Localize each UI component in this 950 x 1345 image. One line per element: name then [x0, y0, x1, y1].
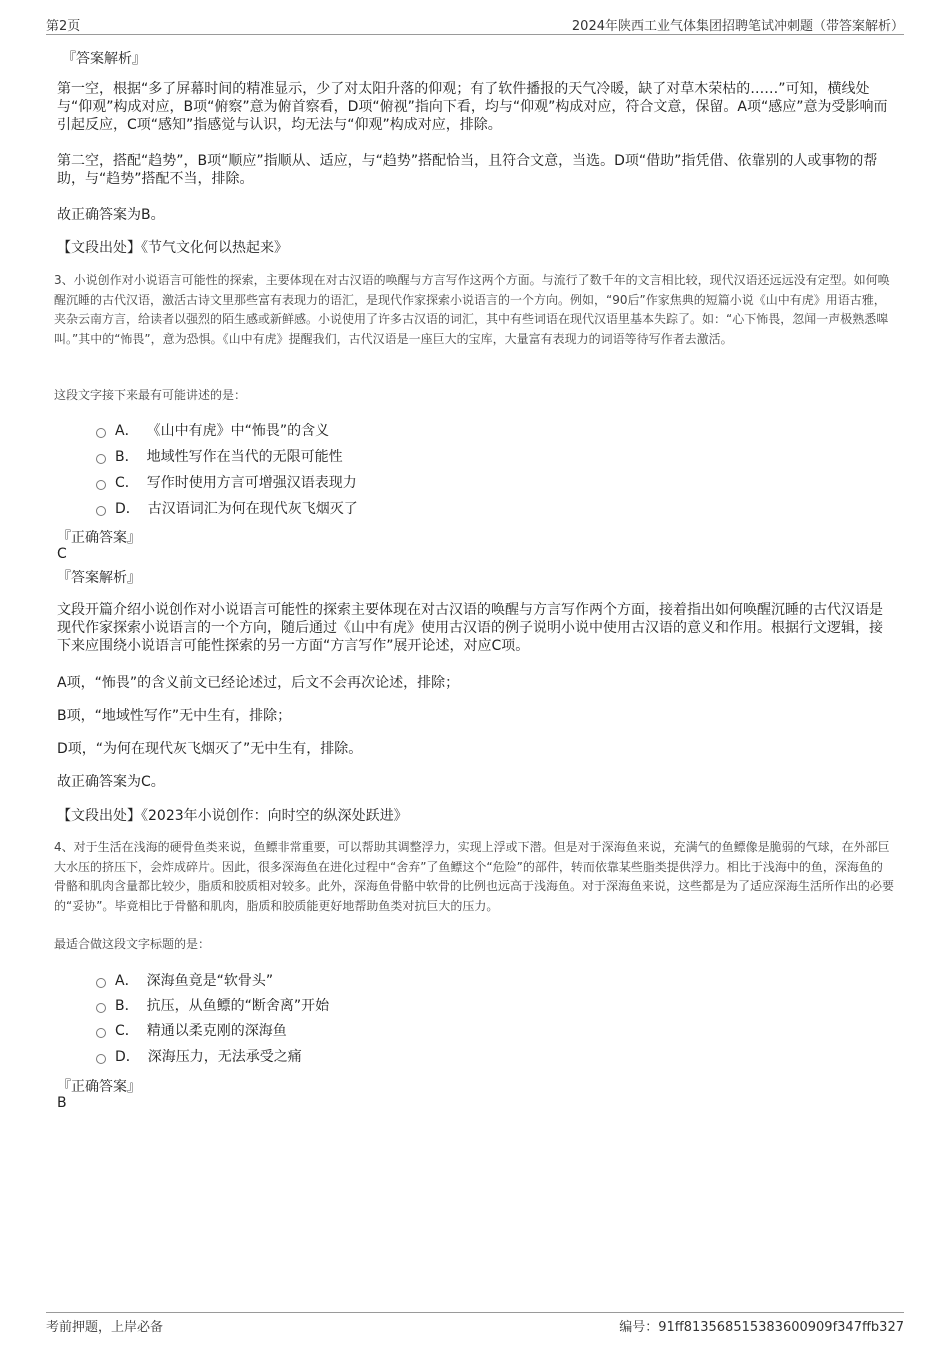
option-letter: C． [115, 475, 139, 491]
conclusion-text: 故正确答案为B。 [57, 207, 165, 223]
analysis-paragraph: 第一空，根据“多了屏幕时间的精准显示，少了对太阳升落的仰观；有了软件播报的天气冷暖，缺了对草木荣枯的……”可知，横线处与“仰观”构成对应，B项“俯察”意为俯首察看，D项“俯视”指向下看，均与“仰观”构成对应，符合文意，保留。A项“感应”意为受影响而引起反应，C项“感知”指感觉与认识，均无法与“仰观”构成对应，排除。 [57, 81, 888, 133]
option-letter: B． [115, 449, 139, 465]
option-text: 地域性写作在当代的无限可能性 [146, 449, 343, 465]
option-b-note: B项，“地域性写作”无中生有，排除； [57, 708, 292, 724]
analysis-paragraph: 第二空，搭配“趋势”，B项“顺应”指顺从、适应，与“趋势”搭配恰当，且符合文意，当选。D项“借助”指凭借、依靠别的人或事物的帮助，与“趋势”搭配不当，排除。 [57, 153, 878, 187]
option-a-note: A项，“怖畏”的含义前文已经论述过，后文不会再次论述，排除； [57, 675, 460, 691]
option-text: 写作时使用方言可增强汉语表现力 [146, 475, 357, 491]
question-stem: 4、对于生活在浅海的硬骨鱼类来说，鱼鳔非常重要，可以帮助其调整浮力，实现上浮或下潜。但是对于深海鱼来说，充满气的鱼鳔像是脆弱的气球，在外部巨大水压的挤压下，会炸成碎片。因此，很多深海鱼在进化过程中“舍弃”了鱼鳔这个“危险”的部件，转而依靠某些脂类提供浮力。相比于浅海中的鱼，深海鱼的骨骼和肌肉含量都比较少，脂质和胶质相对较多。此外，深海鱼骨骼中软骨的比例也远高于浅海鱼。对于深海鱼来说，这些都是为了适应深海生活所作出的必要的“妥协”。毕竟相比于骨骼和肌肉，脂质和胶质能更好地帮助鱼类对抗巨大的压力。 [54, 840, 895, 913]
option-d[interactable] [96, 1046, 302, 1066]
option-text: 抗压，从鱼鳔的“断舍离”开始 [146, 998, 330, 1014]
option-b[interactable] [96, 446, 343, 466]
radio-icon[interactable] [96, 978, 106, 988]
correct-answer: C [57, 546, 67, 562]
option-text: 古汉语词汇为何在现代灰飞烟灭了 [147, 501, 358, 517]
question-prompt: 最适合做这段文字标题的是： [54, 937, 211, 951]
question-stem: 3、小说创作对小说语言可能性的探索，主要体现在对古汉语的唤醒与方言写作这两个方面。与流行了数千年的文言相比较，现代汉语还远远没有定型。如何唤醒沉睡的古代汉语，激活古诗文里那些富有表现力的语汇，是现代作家探索小说语言的一个方向。例如，“90后”作家焦典的短篇小说《山中有虎》用语古雅，夹杂云南方言，给读者以强烈的陌生感或新鲜感。小说使用了许多古汉语的词汇，其中有些词语在现代汉语里基本失踪了。如：“心下怖畏，忽闻一声极熟悉嗥叫。”其中的“怖畏”，意为恐惧。《山中有虎》提醒我们，古代汉语是一座巨大的宝库，大量富有表现力的词语等待写作者去激活。 [54, 273, 890, 346]
option-text: 《山中有虎》中“怖畏”的含义 [146, 423, 330, 439]
document-id: 编号：91ff813568515383600909f347ffb327 [619, 1320, 904, 1335]
option-text: 深海压力，无法承受之痛 [147, 1049, 302, 1065]
radio-icon[interactable] [96, 1054, 106, 1064]
radio-icon[interactable] [96, 454, 106, 464]
correct-answer-label: 『正确答案』 [57, 530, 141, 546]
page-number: 第2页 [46, 19, 81, 34]
radio-icon[interactable] [96, 480, 106, 490]
footer-slogan: 考前押题，上岸必备 [46, 1320, 164, 1335]
option-letter: D． [115, 1049, 140, 1065]
correct-answer: B [57, 1095, 67, 1111]
document-title: 2024年陕西工业气体集团招聘笔试冲刺题（带答案解析） [571, 19, 904, 34]
source-citation: 【文段出处】《2023年小说创作：向时空的纵深处跃进》 [57, 808, 408, 824]
option-c[interactable] [96, 472, 357, 492]
option-letter: D． [115, 501, 140, 517]
source-citation: 【文段出处】《节气文化何以热起来》 [57, 240, 288, 256]
page-header [46, 12, 904, 35]
radio-icon[interactable] [96, 1003, 106, 1013]
option-text: 深海鱼竟是“软骨头” [146, 973, 274, 989]
option-d-note: D项，“为何在现代灰飞烟灭了”无中生有，排除。 [57, 741, 363, 757]
option-letter: A． [115, 423, 139, 439]
option-letter: A． [115, 973, 139, 989]
radio-icon[interactable] [96, 506, 106, 516]
option-text: 精通以柔克刚的深海鱼 [146, 1023, 287, 1039]
option-letter: B． [115, 998, 139, 1014]
radio-icon[interactable] [96, 1028, 106, 1038]
analysis-label: 『答案解析』 [57, 570, 141, 586]
option-a[interactable] [96, 970, 273, 990]
analysis-label: 『答案解析』 [62, 51, 146, 67]
correct-answer-label: 『正确答案』 [57, 1079, 141, 1095]
question-prompt: 这段文字接下来最有可能讲述的是： [54, 388, 247, 402]
radio-icon[interactable] [96, 428, 106, 438]
option-b[interactable] [96, 995, 329, 1015]
conclusion-text: 故正确答案为C。 [57, 774, 165, 790]
option-d[interactable] [96, 498, 358, 518]
option-c[interactable] [96, 1020, 287, 1040]
option-letter: C． [115, 1023, 139, 1039]
option-a[interactable] [96, 420, 329, 440]
page-footer [46, 1312, 904, 1335]
analysis-paragraph: 文段开篇介绍小说创作对小说语言可能性的探索主要体现在对古汉语的唤醒与方言写作两个方面，接着指出如何唤醒沉睡的古代汉语是现代作家探索小说语言的一个方向，随后通过《山中有虎》使用古汉语的例子说明小说中使用古汉语的意义和作用。根据行文逻辑，接下来应围绕小说语言可能性探索的另一方面“方言写作”展开论述，对应C项。 [57, 602, 883, 654]
